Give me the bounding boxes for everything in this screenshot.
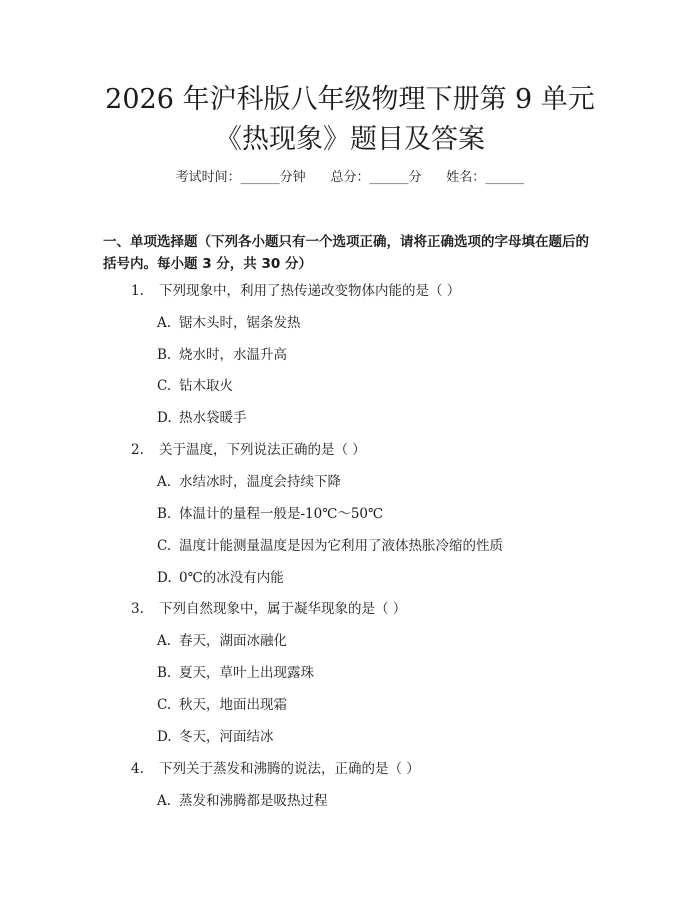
- question-2: [131, 440, 366, 460]
- total-score-label: 总分：______分: [330, 170, 422, 185]
- question-4-option-a: [157, 791, 328, 811]
- option-letter: B.: [157, 506, 172, 522]
- option-text: 水结冰时，温度会持续下降: [179, 474, 341, 490]
- option-letter: B.: [157, 665, 172, 681]
- question-text: 下列现象中，利用了热传递改变物体内能的是（ ）: [159, 283, 461, 299]
- option-text: 秋天，地面出现霜: [179, 697, 287, 713]
- question-number: 3.: [131, 601, 144, 617]
- question-3-option-a: [157, 631, 287, 651]
- question-1-option-a: [157, 313, 301, 333]
- question-3: [131, 599, 406, 619]
- question-1-option-c: [157, 376, 233, 396]
- option-text: 烧水时，水温升高: [179, 347, 287, 363]
- option-text: 冬天，河面结冰: [179, 729, 274, 745]
- question-1-option-b: [157, 345, 287, 365]
- question-3-option-c: [157, 695, 287, 715]
- option-text: 体温计的量程一般是-10℃～50℃: [179, 506, 384, 522]
- option-text: 钻木取火: [179, 378, 233, 394]
- option-text: 蒸发和沸腾都是吸热过程: [179, 793, 328, 809]
- question-1: [131, 281, 460, 301]
- option-letter: D.: [157, 410, 172, 426]
- student-name-label: 姓名：______: [446, 170, 525, 185]
- exam-info-line: [0, 168, 700, 188]
- question-2-option-c: [157, 536, 503, 556]
- option-letter: A.: [157, 633, 172, 649]
- question-2-option-b: [157, 504, 383, 524]
- option-letter: D.: [157, 729, 172, 745]
- question-text: 关于温度，下列说法正确的是（ ）: [159, 442, 366, 458]
- document-title: 2026 年沪科版八年级物理下册第 9 单元《热现象》题目及答案: [105, 84, 595, 155]
- option-letter: C.: [157, 378, 172, 394]
- option-letter: A.: [157, 474, 172, 490]
- question-number: 2.: [131, 442, 144, 458]
- question-2-option-a: [157, 472, 341, 492]
- option-letter: D.: [157, 570, 172, 586]
- option-letter: A.: [157, 793, 172, 809]
- option-letter: B.: [157, 347, 172, 363]
- question-number: 1.: [131, 283, 144, 299]
- option-text: 春天，湖面冰融化: [179, 633, 287, 649]
- option-letter: A.: [157, 315, 172, 331]
- question-number: 4.: [131, 761, 144, 777]
- exam-time-label: 考试时间：______分钟: [175, 170, 306, 185]
- question-3-option-d: [157, 727, 274, 747]
- option-text: 温度计能测量温度是因为它利用了液体热胀冷缩的性质: [179, 538, 503, 554]
- question-text: 下列关于蒸发和沸腾的说法，正确的是（ ）: [159, 761, 420, 777]
- question-text: 下列自然现象中，属于凝华现象的是（ ）: [159, 601, 407, 617]
- question-2-option-d: [157, 568, 284, 588]
- option-text: 0℃的冰没有内能: [179, 570, 284, 586]
- option-letter: C.: [157, 697, 172, 713]
- question-1-option-d: [157, 408, 247, 428]
- question-3-option-b: [157, 663, 314, 683]
- question-4: [131, 759, 420, 779]
- section-heading: 一、单项选择题（下列各小题只有一个选项正确，请将正确选项的字母填在题后的括号内。每小题 3 分，共 30 分）: [103, 234, 589, 272]
- option-letter: C.: [157, 538, 172, 554]
- option-text: 热水袋暖手: [179, 410, 247, 426]
- option-text: 夏天，草叶上出现露珠: [179, 665, 314, 681]
- option-text: 锯木头时，锯条发热: [179, 315, 301, 331]
